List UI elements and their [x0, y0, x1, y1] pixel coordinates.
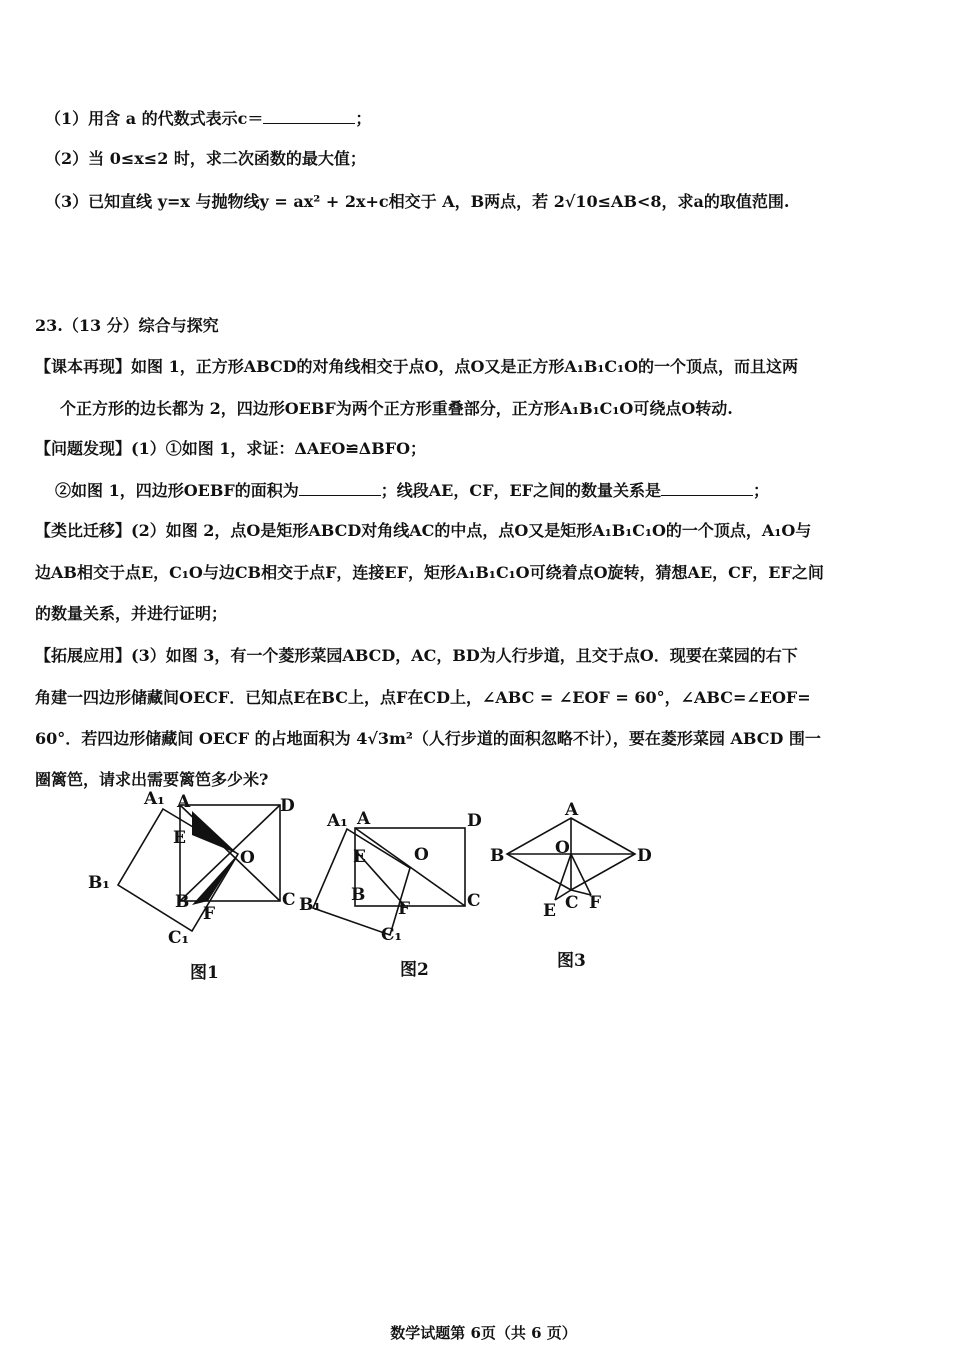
- answer-blank: [263, 109, 355, 124]
- label-f: F: [589, 893, 602, 913]
- label-a1: A₁: [144, 789, 165, 809]
- label-b1: B₁: [88, 873, 110, 893]
- label-f: F: [398, 899, 411, 919]
- shaded-triangle-bfo: [192, 854, 238, 905]
- label-e: E: [543, 901, 556, 921]
- q23-line10: 60°．若四边形储藏间 OECF 的占地面积为 4√3m²（人行步道的面积忽略不计），要在菱形菜园 ABCD 围一: [35, 729, 821, 748]
- label-c1: C₁: [381, 925, 402, 945]
- q23-line4: ②如图 1，四边形OEBF的面积为 ；线段AE，CF，EF之间的数量关系是 ；: [55, 481, 770, 500]
- label-b: B: [351, 885, 366, 905]
- label-c: C: [467, 891, 481, 911]
- label-a1: A₁: [327, 811, 348, 831]
- figure-3: [485, 798, 665, 933]
- answer-blank: [661, 481, 753, 496]
- label-f: F: [203, 904, 216, 924]
- figure-2: [295, 800, 495, 955]
- q23-line7: 的数量关系，并进行证明；: [35, 604, 228, 623]
- label-o: O: [555, 838, 570, 858]
- q22-part2: （2）当 0≤x≤2 时，求二次函数的最大值；: [45, 149, 366, 168]
- q23-line11: 圈篱笆，请求出需要篱笆多少米?: [35, 770, 269, 789]
- q23-title: 23.（13 分）综合与探究: [35, 316, 219, 335]
- q23-line1: 【课本再现】如图 1，正方形ABCD的对角线相交于点O，点O又是正方形A₁B₁C₁O的一个顶点，而且这两: [35, 357, 799, 376]
- label-a: A: [357, 809, 371, 829]
- label-e: E: [353, 847, 366, 867]
- figure-1: [80, 785, 310, 955]
- figure-3-caption: 图3: [557, 951, 586, 971]
- page-footer: 数学试题第 6页（共 6 页）: [390, 1324, 577, 1342]
- label-c: C: [565, 893, 579, 913]
- rectangle-a1b1c1o: [313, 829, 410, 935]
- label-a: A: [565, 800, 579, 820]
- figure-2-caption: 图2: [400, 960, 429, 980]
- q23-line8: 【拓展应用】(3）如图 3，有一个菱形菜园ABCD，AC，BD为人行步道，且交于点O．现要在菜园的右下: [35, 646, 798, 665]
- q22-part3: （3）已知直线 y=x 与抛物线y = ax² + 2x+c相交于 A，B两点，若 2√10≤AB<8，求a的取值范围.: [45, 192, 790, 211]
- label-d: D: [467, 811, 482, 831]
- label-d: D: [280, 796, 295, 816]
- label-o: O: [240, 848, 255, 868]
- figure-1-caption: 图1: [190, 963, 219, 983]
- label-d: D: [637, 846, 652, 866]
- q23-line2: 个正方形的边长都为 2，四边形OEBF为两个正方形重叠部分，正方形A₁B₁C₁O可绕点O转动.: [60, 399, 733, 418]
- label-c: C: [282, 890, 296, 910]
- label-b: B: [175, 892, 190, 912]
- diagonal-ac: [355, 828, 465, 906]
- answer-blank: [299, 481, 381, 496]
- label-c1: C₁: [168, 928, 189, 948]
- shaded-triangle-aeo: [192, 811, 238, 854]
- label-b: B: [490, 846, 505, 866]
- q23-line3: 【问题发现】(1）①如图 1，求证：ΔAEO≌ΔBFO；: [35, 439, 427, 458]
- q22-part1: （1）用含 a 的代数式表示c＝ ；: [45, 109, 372, 128]
- label-a: A: [177, 792, 191, 812]
- label-b1: B₁: [299, 895, 321, 915]
- label-e: E: [173, 828, 186, 848]
- q23-line6: 边AB相交于点E，C₁O与边CB相交于点F，连接EF，矩形A₁B₁C₁O可绕着点O旋转，猜想AE，CF，EF之间: [35, 563, 824, 582]
- label-o: O: [414, 845, 429, 865]
- q23-line5: 【类比迁移】(2）如图 2，点O是矩形ABCD对角线AC的中点，点O又是矩形A₁B₁C₁O的一个顶点，A₁O与: [35, 521, 812, 540]
- q23-line9: 角建一四边形储藏间OECF．已知点E在BC上，点F在CD上，∠ABC = ∠EOF = 60°，∠ABC=∠EOF=: [35, 688, 811, 707]
